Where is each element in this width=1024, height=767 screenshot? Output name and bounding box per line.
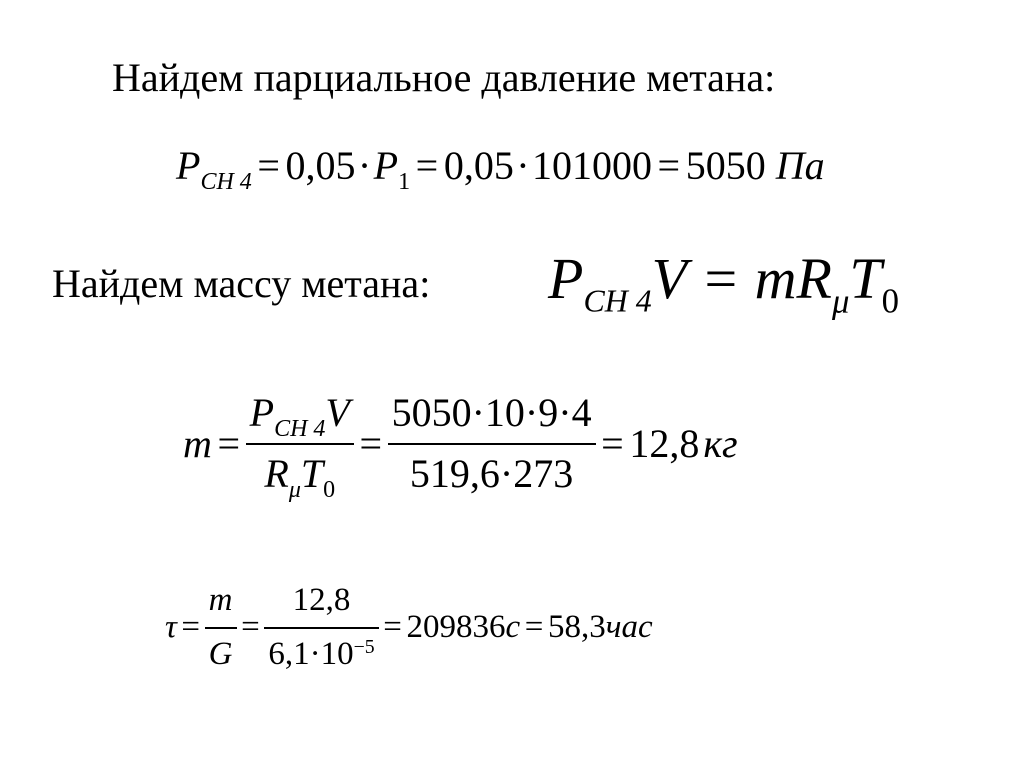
eq3-fraction-symbolic (246, 390, 354, 504)
eq4-equals-a: = (181, 608, 201, 645)
eq3-numeric-numerator: 5050·10·9·4 (391, 390, 592, 435)
eq4-equals-c: = (383, 608, 402, 645)
equation-ideal-gas (548, 246, 900, 321)
eq4-unit-hours: час (605, 608, 653, 645)
eq3-numeric-bar (388, 443, 596, 445)
eq3-equals-c: = (601, 420, 624, 466)
eq3-numerator: $P_{CH 4}V$ (249, 390, 350, 443)
eq1-pressure: 101000 (531, 143, 652, 188)
equation-mass (183, 390, 738, 504)
eq1-coefficient-2: 0,05 (443, 143, 514, 188)
eq3-fraction-bar (246, 443, 354, 445)
eq3-numeric-denominator: 519,6·273 (409, 451, 574, 496)
eq4-numeric-numerator: 12,8 (292, 582, 351, 618)
eq3-fraction-numeric (388, 392, 596, 495)
eq4-numeric-denominator: $6,1\cdot 10^{-5}$ (268, 635, 375, 672)
eq4-seconds: 209836 (406, 608, 506, 645)
eq1-equals-a: = (257, 143, 280, 188)
eq4-numerator: m (208, 582, 233, 618)
equation-partial-pressure (176, 143, 825, 196)
eq2-R: $R_\mu$ (796, 246, 850, 321)
eq2-V: V (651, 246, 688, 311)
eq1-equals-c: = (657, 143, 681, 188)
eq1-coefficient: 0,05 (285, 143, 356, 188)
eq4-equals-d: = (524, 608, 544, 645)
eq1-P: $P_{CH 4}$ (176, 143, 252, 196)
eq3-denominator: $R_\mu T_0$ (264, 451, 336, 504)
eq4-fraction-symbolic (205, 583, 237, 671)
eq4-fraction-bar (205, 627, 237, 629)
eq4-tau: τ (165, 608, 177, 645)
eq3-equals-b: = (359, 420, 383, 466)
eq4-hours: 58,3 (547, 608, 606, 645)
eq1-dot-2: · (516, 143, 530, 188)
eq4-fraction-numeric (264, 583, 378, 671)
eq4-denominator: G (208, 635, 233, 672)
eq3-m: m (183, 420, 212, 466)
eq1-result: 5050 (685, 143, 766, 188)
eq1-equals-b: = (415, 143, 439, 188)
eq1-P1: $P_1$ (373, 143, 411, 196)
eq4-unit-seconds: с (505, 608, 521, 645)
eq2-T: $T_0$ (849, 246, 900, 321)
eq4-numeric-bar (264, 627, 378, 629)
equation-time (165, 583, 653, 671)
eq1-dot: · (357, 143, 372, 188)
eq4-equals-b: = (241, 608, 260, 645)
eq2-equals: = (704, 246, 738, 311)
eq3-unit: кг (703, 420, 738, 466)
heading-methane-mass: Найдем массу метана: (52, 261, 431, 306)
eq3-equals-a: = (217, 420, 241, 466)
eq1-unit: Па (775, 143, 825, 188)
heading-partial-pressure: Найдем парциальное давление метана: (112, 55, 776, 100)
eq2-m: m (754, 246, 797, 311)
eq3-result: 12,8 (629, 420, 700, 466)
eq2-P: $P_{CH 4}$ (548, 246, 652, 319)
